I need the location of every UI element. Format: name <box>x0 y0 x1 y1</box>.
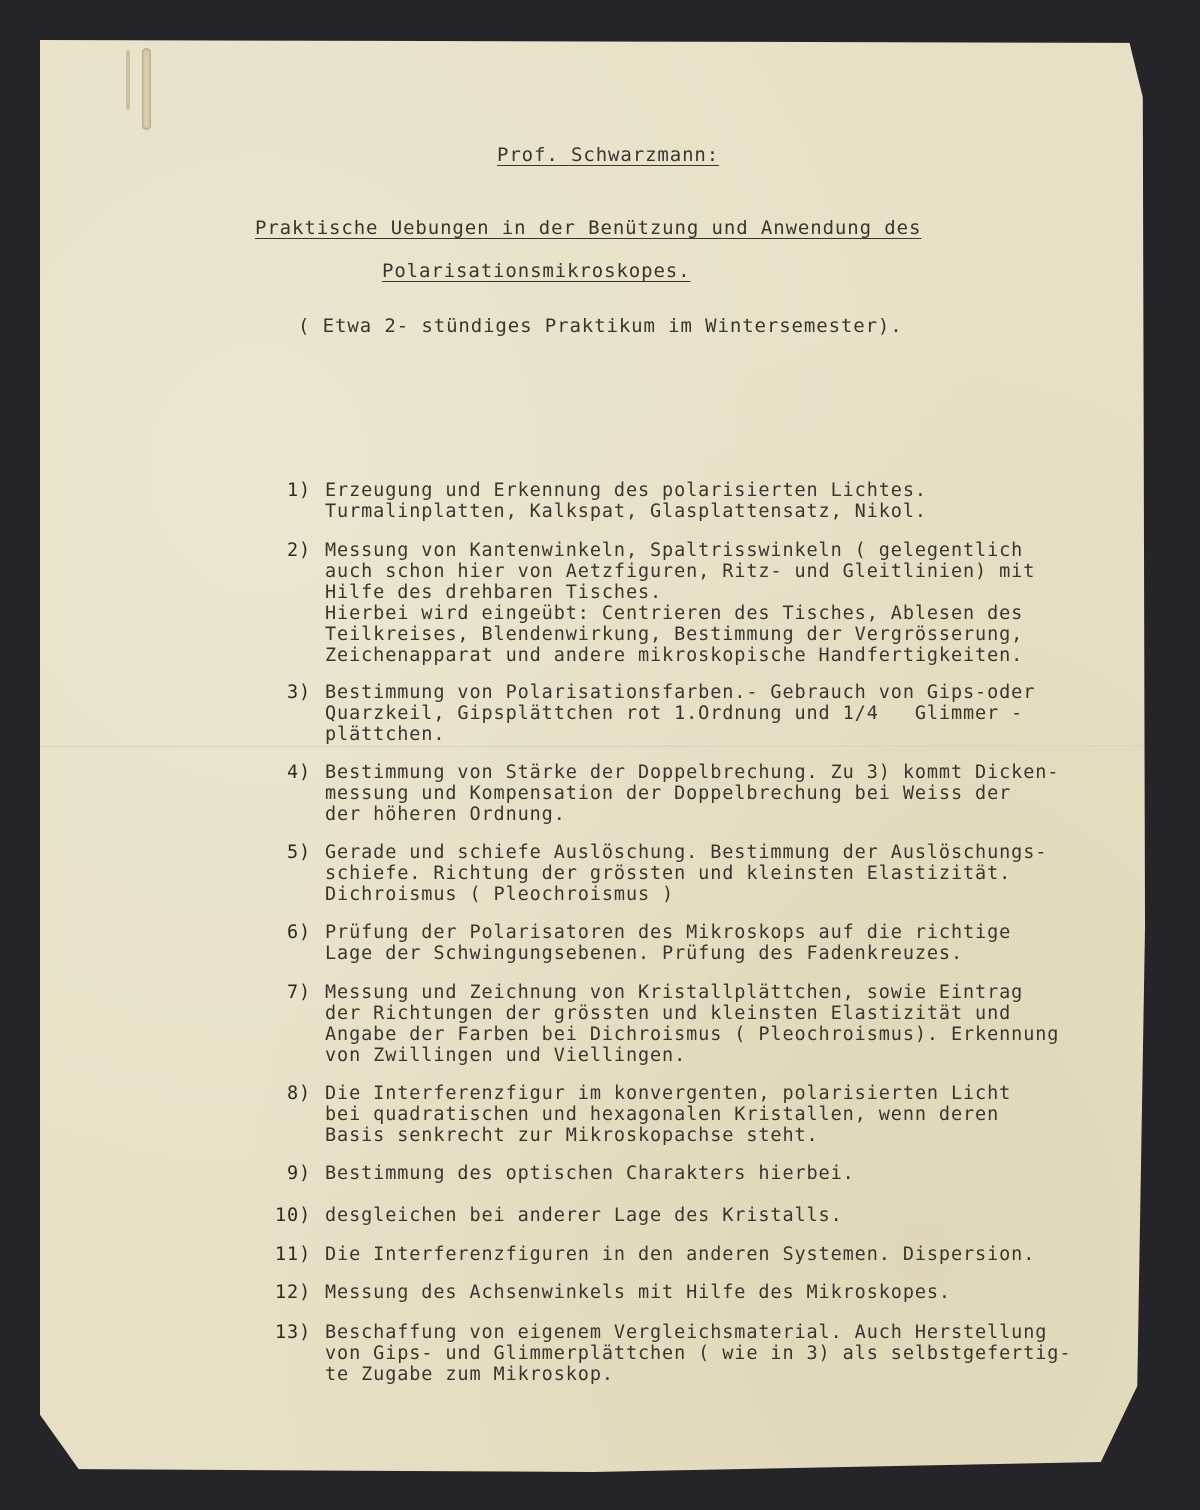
course-note: ( Etwa 2- stündiges Praktikum im Wintersemester). <box>298 315 903 337</box>
item-13-line-3: te Zugabe zum Mikroskop. <box>325 1364 614 1385</box>
author-heading: Prof. Schwarzmann: <box>497 144 720 166</box>
item-2-line-6: Zeichenapparat und andere mikroskopische Handfertigkeiten. <box>325 645 1024 666</box>
course-title-line-2-text: Polarisationsmikroskopes. <box>382 260 691 282</box>
item-8-line-2: bei quadratischen und hexagonalen Kristallen, wenn deren <box>325 1104 1000 1125</box>
item-7-line-4: von Zwillingen und Viellingen. <box>325 1045 687 1066</box>
item-10-line-1: desgleichen bei anderer Lage des Kristalls. <box>325 1205 843 1226</box>
item-5-line-3: Dichroismus ( Pleochroismus ) <box>325 884 675 905</box>
item-4-line-1: Bestimmung von Stärke der Doppelbrechung. Zu 3) kommt Dicken- <box>325 762 1060 783</box>
item-10-number: 10) <box>275 1205 312 1226</box>
item-6-line-2: Lage der Schwingungsebenen. Prüfung des Fadenkreuzes. <box>325 943 964 964</box>
item-1-number: 1) <box>287 480 312 501</box>
item-9-number: 9) <box>287 1163 312 1184</box>
item-4-line-2: messung und Kompensation der Doppelbrechung bei Weiss der <box>325 783 1012 804</box>
item-11-line-1: Die Interferenzfiguren in den anderen Systemen. Dispersion. <box>325 1244 1036 1265</box>
item-11-number: 11) <box>275 1244 312 1265</box>
item-3-number: 3) <box>287 682 312 703</box>
item-2-number: 2) <box>287 540 312 561</box>
paper-fold <box>40 746 1145 749</box>
item-4-line-3: der höheren Ordnung. <box>325 804 566 825</box>
item-6-number: 6) <box>287 922 312 943</box>
item-4-number: 4) <box>287 762 312 783</box>
item-3-line-1: Bestimmung von Polarisationsfarben.- Gebrauch von Gips-oder <box>325 682 1036 703</box>
item-2-line-3: Hilfe des drehbaren Tisches. <box>325 582 663 603</box>
item-9-line-1: Bestimmung des optischen Charakters hierbei. <box>325 1163 855 1184</box>
item-2-line-1: Messung von Kantenwinkeln, Spaltrisswinkeln ( gelegentlich <box>325 540 1024 561</box>
staple-hole <box>142 48 151 130</box>
item-2-line-4: Hierbei wird eingeübt: Centrieren des Tisches, Ablesen des <box>325 603 1024 624</box>
item-12-line-1: Messung des Achsenwinkels mit Hilfe des Mikroskopes. <box>325 1282 951 1303</box>
item-2-line-5: Teilkreises, Blendenwirkung, Bestimmung der Vergrösserung, <box>325 624 1024 645</box>
item-13-number: 13) <box>275 1322 312 1343</box>
item-12-number: 12) <box>275 1282 312 1303</box>
item-5-line-1: Gerade und schiefe Auslöschung. Bestimmung der Auslöschungs- <box>325 842 1048 863</box>
item-7-line-1: Messung und Zeichnung von Kristallplättchen, sowie Eintrag <box>325 982 1024 1003</box>
item-13-line-2: von Gips- und Glimmerplättchen ( wie in 3) als selbstgefertig- <box>325 1343 1072 1364</box>
item-8-line-3: Basis senkrecht zur Mikroskopachse steht. <box>325 1125 819 1146</box>
staple-mark <box>126 50 130 110</box>
item-5-number: 5) <box>287 842 312 863</box>
item-8-number: 8) <box>287 1083 312 1104</box>
item-3-line-2: Quarzkeil, Gipsplättchen rot 1.Ordnung und 1/4 Glimmer - <box>325 703 1024 724</box>
item-5-line-2: schiefe. Richtung der grössten und kleinsten Elastizität. <box>325 863 1012 884</box>
course-title-line-1: Praktische Uebungen in der Benützung und Anwendung des <box>255 217 922 239</box>
item-13-line-1: Beschaffung von eigenem Vergleichsmaterial. Auch Herstellung <box>325 1322 1048 1343</box>
item-7-number: 7) <box>287 982 312 1003</box>
item-7-line-3: Angabe der Farben bei Dichroismus ( Pleochroismus). Erkennung <box>325 1024 1060 1045</box>
item-7-line-2: der Richtungen der grössten und kleinsten Elastizität und <box>325 1003 1012 1024</box>
item-8-line-1: Die Interferenzfigur im konvergenten, polarisierten Licht <box>325 1083 1012 1104</box>
item-6-line-1: Prüfung der Polarisatoren des Mikroskops auf die richtige <box>325 922 1012 943</box>
item-2-line-2: auch schon hier von Aetzfiguren, Ritz- und Gleitlinien) mit <box>325 561 1036 582</box>
course-title-line-2 <box>382 261 690 282</box>
item-1-line-2: Turmalinplatten, Kalkspat, Glasplattensatz, Nikol. <box>325 501 927 522</box>
item-3-line-3: plättchen. <box>325 724 446 745</box>
item-1-line-1: Erzeugung und Erkennung des polarisierten Lichtes. <box>325 480 927 501</box>
